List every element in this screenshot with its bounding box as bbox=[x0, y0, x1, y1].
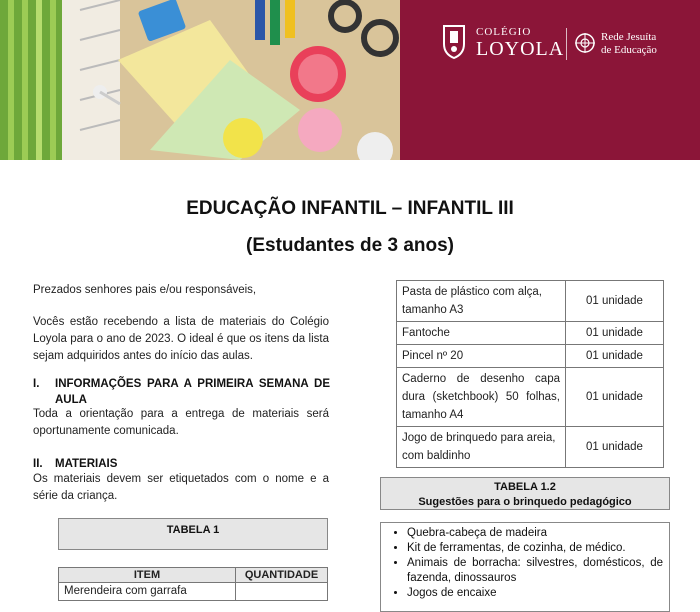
network-name-line2: de Educação bbox=[601, 44, 657, 56]
brand-big-text: LOYOLA bbox=[476, 38, 565, 60]
item-cell: Merendeira com garrafa bbox=[59, 583, 236, 601]
table-row bbox=[59, 583, 328, 601]
list-item: • Kit de ferramentas, de cozinha, de médico. bbox=[407, 541, 663, 556]
suggestions-box bbox=[380, 522, 670, 612]
tabela1-table bbox=[58, 567, 328, 601]
table-row bbox=[397, 281, 664, 322]
item-cell: Caderno de desenho capa dura (sketchbook) 50 folhas, tamanho A4 bbox=[397, 368, 566, 427]
quantity-cell: 01 unidade bbox=[566, 345, 664, 368]
quantity-cell bbox=[236, 583, 328, 601]
tabela12-title: TABELA 1.2 bbox=[494, 481, 556, 493]
header-banner bbox=[0, 0, 700, 160]
suggestions-list bbox=[381, 523, 669, 601]
page-title: EDUCAÇÃO INFANTIL – INFANTIL III bbox=[186, 198, 514, 219]
section1-text: Toda a orientação para a entrega de materiais será oportunamente comunicada. bbox=[33, 408, 329, 437]
crest-icon bbox=[440, 22, 468, 60]
quantity-cell: 01 unidade bbox=[566, 368, 664, 427]
header-item: ITEM bbox=[59, 568, 236, 583]
section2-text: Os materiais devem ser etiquetados com o nome e a série da criança. bbox=[33, 473, 329, 502]
item-cell: Pincel nº 20 bbox=[397, 345, 566, 368]
list-item: • Quebra-cabeça de madeira bbox=[407, 526, 663, 541]
table-row bbox=[397, 368, 664, 427]
table-header-row bbox=[59, 568, 328, 583]
tabela1-title: TABELA 1 bbox=[58, 518, 328, 550]
list-item: • Animais de borracha: silvestres, domésticos, de fazenda, dinossauros bbox=[407, 556, 663, 586]
network-name-line1: Rede Jesuíta bbox=[601, 31, 657, 43]
section1-title: INFORMAÇÕES PARA A PRIMEIRA SEMANA DE AULA bbox=[55, 378, 330, 406]
page-subtitle: (Estudantes de 3 anos) bbox=[246, 235, 454, 256]
table-row bbox=[397, 322, 664, 345]
item-cell: Fantoche bbox=[397, 322, 566, 345]
header-quantity: QUANTIDADE bbox=[236, 568, 328, 583]
item-cell: Jogo de brinquedo para areia, com baldinho bbox=[397, 427, 566, 468]
materials-table-continued bbox=[396, 280, 664, 468]
quantity-cell: 01 unidade bbox=[566, 427, 664, 468]
list-item: • Jogos de encaixe bbox=[407, 586, 663, 601]
school-supplies-illustration bbox=[0, 0, 700, 160]
tabela12-header bbox=[380, 477, 670, 510]
quantity-cell: 01 unidade bbox=[566, 281, 664, 322]
table-row bbox=[397, 427, 664, 468]
section1-number: I. bbox=[33, 378, 40, 390]
section2-number: II. bbox=[33, 458, 43, 470]
greeting: Prezados senhores pais e/ou responsáveis, bbox=[33, 284, 257, 296]
section2-title: MATERIAIS bbox=[55, 458, 118, 470]
rede-jesuita-icon bbox=[574, 32, 596, 54]
item-cell: Pasta de plástico com alça, tamanho A3 bbox=[397, 281, 566, 322]
logo-divider bbox=[566, 28, 567, 60]
brand-small-text: COLÉGIO bbox=[476, 26, 532, 38]
tabela12-subtitle: Sugestões para o brinquedo pedagógico bbox=[418, 496, 632, 508]
table-row bbox=[397, 345, 664, 368]
quantity-cell: 01 unidade bbox=[566, 322, 664, 345]
intro-paragraph: Vocês estão recebendo a lista de materiais do Colégio Loyola para o ano de 2023. O ideal é que os itens da lista sejam adquiridos antes do início das aulas. bbox=[33, 316, 329, 362]
